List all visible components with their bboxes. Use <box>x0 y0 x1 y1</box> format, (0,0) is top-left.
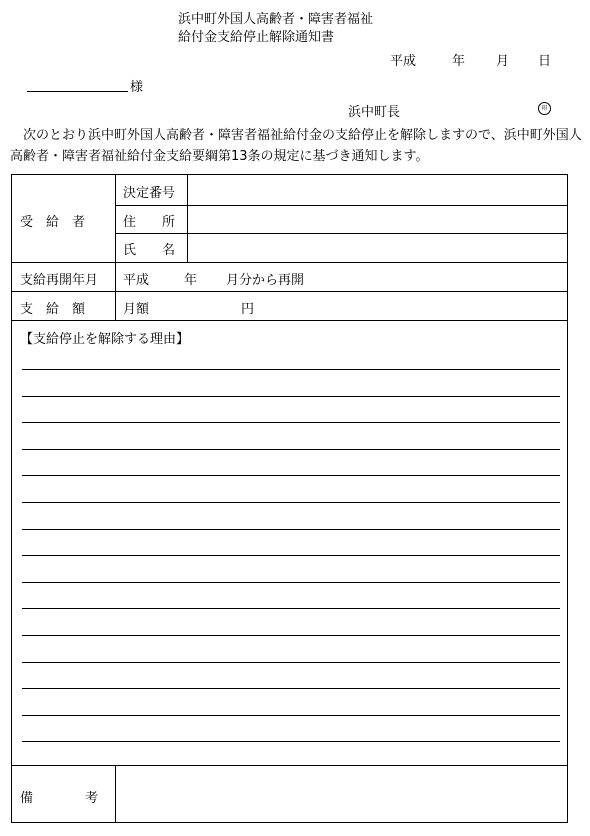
reason-writing-line <box>22 555 560 556</box>
notice-body-text: 次のとおり浜中町外国人高齢者・障害者福祉給付金の支給停止を解除しますので、浜中町外国人高齢者・障害者福祉給付金支給要綱第13条の規定に基づき通知します。 <box>10 128 582 164</box>
notice-table <box>11 174 568 823</box>
reason-writing-line <box>22 396 560 397</box>
row-divider <box>12 291 567 292</box>
reason-writing-line <box>22 715 560 716</box>
row-divider <box>12 765 567 766</box>
issuer-name: 浜中町長 <box>348 105 401 120</box>
amount-prefix: 月額 <box>123 302 150 317</box>
name-label: 氏 名 <box>123 243 176 258</box>
reason-writing-line <box>22 688 560 689</box>
reason-label: 【支給停止を解除する理由】 <box>20 332 190 347</box>
reason-writing-line <box>22 608 560 609</box>
reason-writing-line <box>22 475 560 476</box>
remarks-label: 備 考 <box>20 791 99 806</box>
amount-label: 支 給 額 <box>20 302 86 317</box>
date-month-label: 月 <box>496 54 510 69</box>
row-divider <box>12 320 567 321</box>
document-title-line1: 浜中町外国人高齢者・障害者福祉 <box>178 12 374 27</box>
reason-writing-line <box>22 422 560 423</box>
reason-writing-line <box>22 369 560 370</box>
document-title-line2: 給付金支給停止解除通知書 <box>178 30 335 45</box>
date-day-label: 日 <box>538 54 552 69</box>
resume-era: 平成 <box>123 273 150 288</box>
address-label: 住 所 <box>123 215 176 230</box>
seal-icon: 印 <box>538 102 551 115</box>
decision-number-label: 決定番号 <box>123 186 176 201</box>
reason-writing-line <box>22 635 560 636</box>
reason-writing-line <box>22 449 560 450</box>
reason-writing-line <box>22 582 560 583</box>
resume-year-label: 年 <box>184 273 198 288</box>
column-divider <box>187 175 188 262</box>
reason-writing-line <box>22 502 560 503</box>
reason-writing-line <box>22 529 560 530</box>
column-divider <box>115 765 116 822</box>
reason-writing-line <box>22 662 560 663</box>
row-divider <box>115 205 567 206</box>
row-divider <box>115 233 567 234</box>
reason-writing-line <box>22 741 560 742</box>
amount-unit: 円 <box>241 302 255 317</box>
row-divider <box>12 262 567 263</box>
addressee-name-line <box>27 91 128 92</box>
resume-date-label: 支給再開年月 <box>20 273 99 288</box>
addressee-suffix: 様 <box>130 80 144 95</box>
date-year-label: 年 <box>452 54 466 69</box>
resume-month-text: 月分から再開 <box>226 273 305 288</box>
column-divider <box>115 175 116 320</box>
recipient-label: 受 給 者 <box>20 215 86 230</box>
date-era: 平成 <box>390 54 417 69</box>
